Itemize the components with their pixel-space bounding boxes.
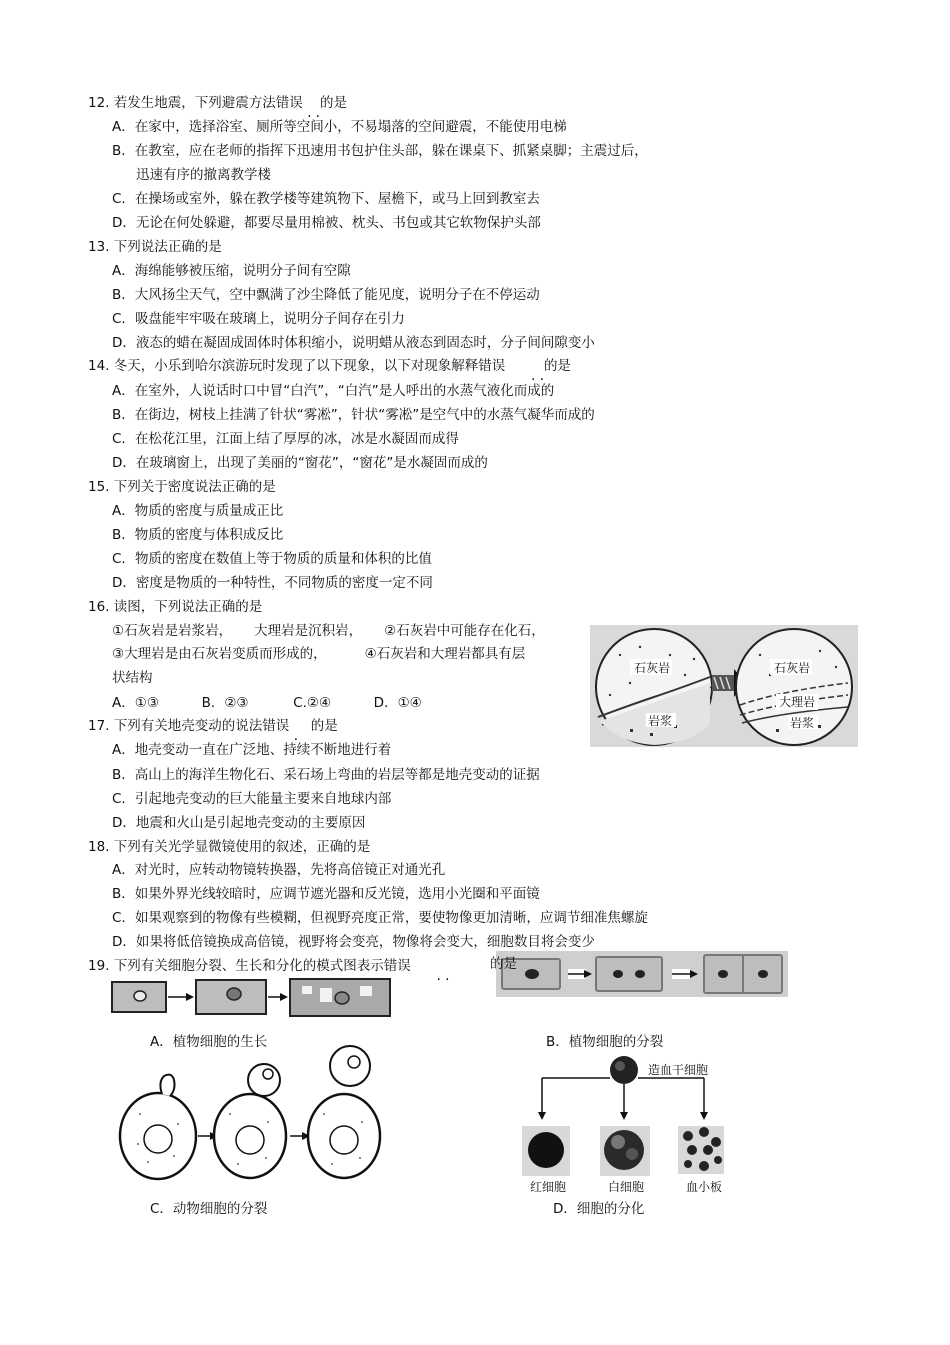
stem-cell-label: 造血干细胞 (648, 1063, 709, 1077)
q13-option-c: C．吸盘能牢牢吸在玻璃上，说明分子间存在引力 (112, 311, 405, 327)
q13-option-a: A．海绵能够被压缩，说明分子间有空隙 (112, 263, 351, 279)
white-cell-label: 白细胞 (608, 1180, 645, 1194)
q13-stem: 13. 下列说法正确的是 (88, 239, 222, 255)
left-magma-label: 岩浆 (648, 714, 673, 728)
right-marble-label: 大理岩 (779, 695, 816, 709)
q17-option-d: D．地震和火山是引起地壳变动的主要原因 (112, 815, 366, 831)
q14-stem: 14. 冬天，小乐到哈尔滨游玩时发现了以下现象，以下对现象解释错误 . . 的是 (88, 357, 571, 375)
right-magma-label: 岩浆 (790, 716, 815, 730)
q17-stem: 17. 下列有关地壳变动的说法错误 . 的是 (88, 717, 338, 735)
q16-stem: 16. 读图，下列说法正确的是 (88, 599, 263, 615)
q14-option-d: D．在玻璃窗上，出现了美丽的“窗花”，“窗花”是水凝固而成的 (112, 455, 488, 471)
q12-option-c: C．在操场或室外，躲在教学楼等建筑物下、屋檐下，或马上回到教室去 (112, 191, 540, 207)
q12-option-d: D．无论在何处躲避，都要尽量用棉被、枕头、书包或其它软物保护头部 (112, 215, 541, 231)
q18-option-a: A．对光时，应转动物镜转换器，先将高倍镜正对通光孔 (112, 862, 446, 878)
plant-cell-growth-figure (110, 978, 392, 1018)
q18-stem: 18. 下列有关光学显微镜使用的叙述，正确的是 (88, 839, 371, 855)
caption-a: A．植物细胞的生长 (150, 1034, 268, 1050)
q12-option-a: A．在家中，选择浴室、厕所等空间小，不易塌落的空间避震，不能使用电梯 (112, 119, 567, 135)
q16-statements-2: ③大理岩是由石灰岩变质而形成的， ④石灰岩和大理岩都具有层 (112, 646, 526, 662)
plant-cell-division-figure (496, 951, 788, 997)
caption-c: C．动物细胞的分裂 (150, 1201, 268, 1217)
animal-cell-division-figure (118, 1044, 382, 1182)
q12-option-b-cont: 迅速有序的撤离教学楼 (136, 167, 271, 183)
caption-d: D．细胞的分化 (553, 1201, 645, 1217)
cell-differentiation-figure (520, 1050, 730, 1200)
q12-stem: 12. 若发生地震，下列避震方法错误 . . 的是 (88, 94, 347, 112)
q13-option-d: D．液态的蜡在凝固成固体时体积缩小，说明蜡从液态到固态时，分子间间隙变小 (112, 335, 595, 351)
rock-diagram (590, 625, 858, 747)
q18-option-d: D．如果将低倍镜换成高倍镜，视野将会变亮，物像将会变大，细胞数目将会变少 (112, 934, 595, 950)
left-limestone-label: 石灰岩 (634, 661, 671, 675)
caption-b: B．植物细胞的分裂 (546, 1034, 664, 1050)
q12-option-b: B．在教室，应在老师的指挥下迅速用书包护住头部，躲在课桌下、抓紧桌脚；主震过后， (112, 143, 648, 159)
q19-stem: 19. 下列有关细胞分裂、生长和分化的模式图表示错误 . . (88, 957, 449, 975)
q18-option-c: C．如果观察到的物像有些模糊，但视野亮度正常，要使物像更加清晰，应调节细准焦螺旋 (112, 910, 648, 926)
q15-option-b: B．物质的密度与体积成反比 (112, 527, 284, 543)
q19-stem-end: 的是 (490, 956, 517, 972)
q15-option-d: D．密度是物质的一种特性，不同物质的密度一定不同 (112, 575, 433, 591)
q16-statements-3: 状结构 (112, 670, 153, 686)
q13-option-b: B．大风扬尘天气，空中飘满了沙尘降低了能见度，说明分子在不停运动 (112, 287, 540, 303)
q18-option-b: B．如果外界光线较暗时，应调节遮光器和反光镜，选用小光圈和平面镜 (112, 886, 540, 902)
red-cell-label: 红细胞 (530, 1180, 567, 1194)
q16-statements-1: ①石灰岩是岩浆岩， 大理岩是沉积岩， ②石灰岩中可能存在化石， (112, 623, 545, 639)
q14-option-a: A．在室外，人说话时口中冒“白汽”，“白汽”是人呼出的水蒸气液化而成的 (112, 383, 555, 399)
q17-option-c: C．引起地壳变动的巨大能量主要来自地球内部 (112, 791, 392, 807)
q15-option-c: C．物质的密度在数值上等于物质的质量和体积的比值 (112, 551, 432, 567)
q17-option-a: A．地壳变动一直在广泛地、持续不断地进行着 (112, 742, 392, 758)
q17-option-b: B．高山上的海洋生物化石、采石场上弯曲的岩层等都是地壳变动的证据 (112, 767, 540, 783)
q14-option-b: B．在街边，树枝上挂满了针状“雾凇”，针状“雾凇”是空气中的水蒸气凝华而成的 (112, 407, 595, 423)
q15-stem: 15. 下列关于密度说法正确的是 (88, 479, 276, 495)
q14-option-c: C．在松花江里，江面上结了厚厚的冰，冰是水凝固而成得 (112, 431, 459, 447)
q16-options: A．①③ B．②③ C.②④ D．①④ (112, 695, 422, 711)
q15-option-a: A．物质的密度与质量成正比 (112, 503, 284, 519)
right-limestone-label: 石灰岩 (774, 661, 811, 675)
platelet-label: 血小板 (686, 1180, 723, 1194)
